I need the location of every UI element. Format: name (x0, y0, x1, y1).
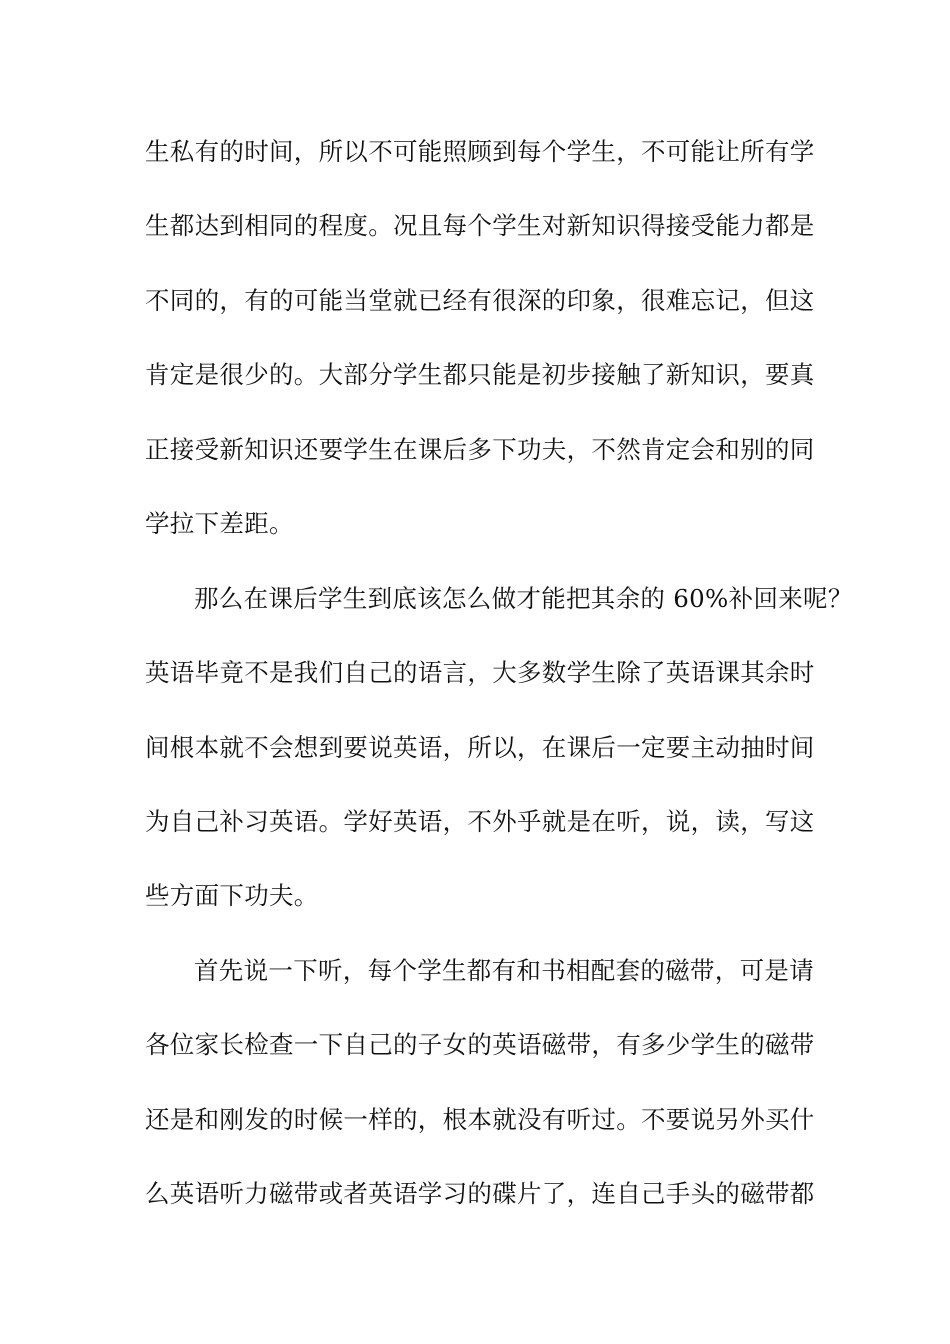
text-line: 肯定是很少的。大部分学生都只能是初步接触了新知识，要真 (145, 360, 815, 389)
text-line: 学拉下差距。 (145, 509, 294, 538)
text-line: 首先说一下听，每个学生都有和书相配套的磁带，可是请 (194, 956, 814, 985)
text-line: 为自己补习英语。学好英语，不外乎就是在听，说，读，写这 (145, 807, 815, 836)
text-line: 英语毕竟不是我们自己的语言，大多数学生除了英语课其余时 (145, 658, 815, 687)
text-line: 生都达到相同的程度。况且每个学生对新知识得接受能力都是 (145, 211, 815, 240)
text-line: 生私有的时间，所以不可能照顾到每个学生，不可能让所有学 (145, 137, 815, 166)
text-line: 不同的，有的可能当堂就已经有很深的印象，很难忘记，但这 (145, 286, 815, 315)
text-line: 正接受新知识还要学生在课后多下功夫，不然肯定会和别的同 (145, 435, 815, 464)
text-line: 还是和刚发的时候一样的，根本就没有听过。不要说另外买什 (145, 1105, 815, 1134)
text-line: 些方面下功夫。 (145, 881, 319, 910)
text-line: 么英语听力磁带或者英语学习的碟片了，连自己手头的磁带都 (145, 1179, 815, 1208)
text-line: 间根本就不会想到要说英语，所以，在课后一定要主动抽时间 (145, 733, 815, 762)
text-line: 各位家长检查一下自己的子女的英语磁带，有多少学生的磁带 (145, 1030, 815, 1059)
text-line: 那么在课后学生到底该怎么做才能把其余的 60%补回来呢？ (194, 584, 853, 613)
